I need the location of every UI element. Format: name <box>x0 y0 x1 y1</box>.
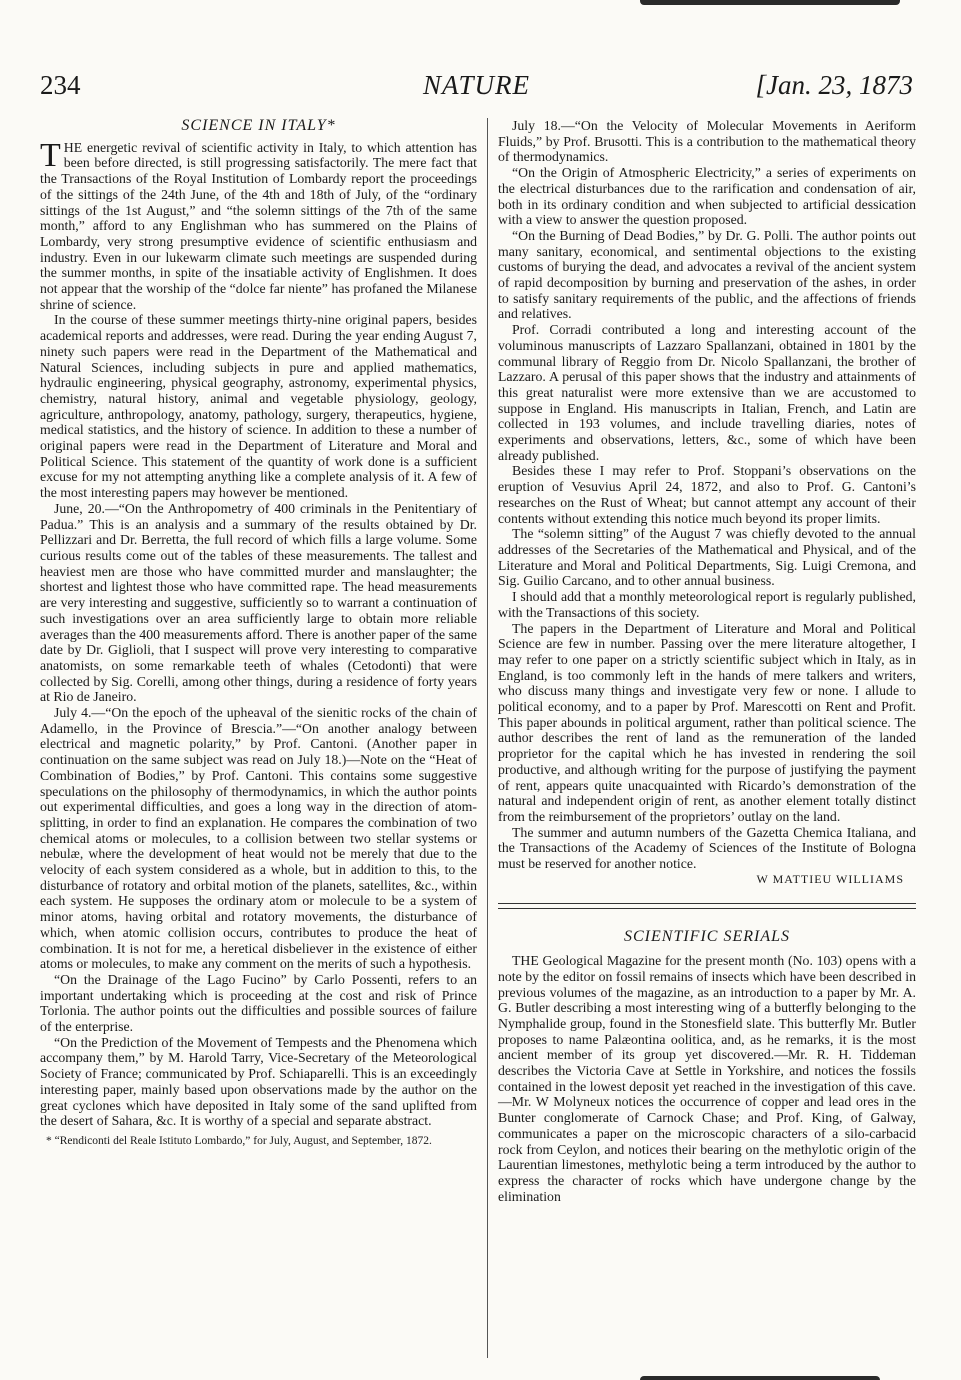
drop-cap: T <box>40 136 61 174</box>
article-paragraph: The papers in the Department of Literature and Moral and Political Science are few in number. Passing over the mere literature altogether, I may refer to one paper on a strictly scientific subject which in Italy, as in England, is too commonly left in the hands of mere talkers and writers, who discuss many things and investigate very few or none. I allude to political economy, and to a paper by Prof. Marescotti on Rent and Profit. This paper abounds in political argument, rather than political science. The author describes the rent of land as the remuneration of the landed proprietor for the capital which he has invested in rendering the soil productive, and although writing for the purpose of justifying the payment of rent, appears quite unacquainted with Ricardo’s demonstration of the natural and independent origin of rent, as another element totally distinct from the reimbursement of the proprietors’ outlay on the land. <box>498 620 916 824</box>
article-paragraph: Besides these I may refer to Prof. Stoppani’s observations on the eruption of Vesuvius April 24, 1872, and also to Prof. G. Cantoni’s researches on the Rust of Wheat; but cannot attempt any account of their contents without extending this notice much beyond its proper limits. <box>498 463 916 526</box>
left-column <box>40 118 477 1148</box>
right-column <box>498 118 916 1204</box>
journal-title: NATURE <box>423 70 530 100</box>
article-paragraph: June, 20.—“On the Anthropometry of 400 criminals in the Penitentiary of Padua.” This is an analysis and a summary of the results obtained by Dr. Pellizzari and Dr. Berretta, the full record of which fills a large volume. Some curious results come out of the tables of these measurements. The tallest and heaviest men are those who have committed murder and manslaughter; the shortest and lightest those who have committed rape. The head measurements are very interesting and suggestive, sufficiently so to warrant a continuation of such investigations over an area sufficiently large to obtain more reliable averages than the 400 measurements afford. There is another paper of the same date by Dr. Giglioli, that I suspect will prove very interesting to comparative anatomists, on some remarkable teeth of whales (Cetodonti) that were collected by Sig. Corelli, among other things, during a residence of forty years at Rio de Janeiro. <box>40 500 477 705</box>
article-paragraph: July 18.—“On the Velocity of Molecular Movements in Aeriform Fluids,” by Prof. Brusotti. This is a contribution to the mathematical theory of thermodynamics. <box>498 118 916 165</box>
article-paragraph: “On the Prediction of the Movement of Tempests and the Phenomena which accompany them,” by M. Harold Tarry, Vice-Secretary of the Meteorological Society of France; communicated by Prof. Schiaparelli. This is an exceedingly interesting paper, mainly based upon observations made by the author on the great cyclones which have deposited in Italy some of the sand uplifted from the desert of Sahara, &c. It is worthy of a special and separate abstract. <box>40 1034 477 1129</box>
author-signature: W MATTIEU WILLIAMS <box>756 871 904 886</box>
section-title: SCIENTIFIC SERIALS <box>624 928 790 946</box>
article-paragraph: I should add that a monthly meteorological report is regularly published, with the Transactions of this society. <box>498 589 916 620</box>
article-paragraph: The summer and autumn numbers of the Gazetta Chemica Italiana, and the Transactions of the Academy of Sciences of the Institute of Bologna must be reserved for another notice. <box>498 824 916 872</box>
article-paragraph: THE Geological Magazine for the present month (No. 103) opens with a note by the editor on fossil remains of insects which have been described in previous volumes of the magazine, as an introduction to a paper by Mr. A. G. Butler describing a most interesting wing of a butterfly belonging to the Nymphalide group, found in the Stonesfield slate. This butterfly Mr. Butler proposes to name Palæontina oolitica, and, as he remarks, it is the most ancient member of its group yet discovered.—Mr. R. H. Tiddeman describes the Victoria Cave at Settle in Yorkshire, and notices the fossils contained in the lowest deposit yet reached in the investigation of this cave.—Mr. W Molyneux notices the occurrence of copper and lead ores in the Bunter conglomerate of Carnock Chase; and Prof. King, of Galway, communicates a paper on the microscopic characters of a silo-carbacid rock from Ceylon, and notices their bearing on the methylotic origin of the Laurentian limestones, methylotic being a term introduced by the author to express the character of rocks which have undergone change by the elimination <box>498 953 916 1204</box>
article-paragraph: “On the Origin of Atmospheric Electricity,” a series of experiments on the electrical disturbances due to the rarification and condensation of air, both in its ordinary condition and when subjected to artificial dessication with a view to answer the question proposed. <box>498 165 916 228</box>
article-title: SCIENCE IN ITALY* <box>181 117 336 134</box>
article-paragraph: Prof. Corradi contributed a long and interesting account of the voluminous manuscripts of Lazzaro Spallanzani, obtained in 1801 by the communal library of Reggio from Dr. Nicolo Spallanzani, the brother of Lazzaro. A perusal of this paper shows that the industry and attainments of this great naturalist were more extensive than we are accustomed to suppose in England. His manuscripts in Italian, French, and Latin are collected in 193 volumes, and include travelling diaries, notes of experiments and observations, letters, &c., some of which have been already published. <box>498 322 916 463</box>
article-paragraph: The “solemn sitting” of the August 7 was chiefly devoted to the annual addresses of the Secretaries of the Mathematical and Physical, and of the Literature and Moral and Political Departments, Sig. Luigi Cremona, and Sig. Guilio Carcano, and to other annual business. <box>498 526 916 589</box>
article-paragraph: “On the Burning of Dead Bodies,” by Dr. G. Polli. The author points out many sanitary, economical, and sentimental objections to the existing customs of burying the dead, and advocates a revival of the ancient system of rapid decomposition by burning and preservation of the ashes, in order to satisfy sanitary requirements of the public, and the affections of friends and relatives. <box>498 227 916 322</box>
page-edge-mark-top <box>640 0 900 5</box>
article-paragraph: In the course of these summer meetings thirty-nine original papers, besides academical reports and addresses, were read. During the year ending August 7, ninety such papers were read in the Department of the Mathematical and Natural Sciences, including subjects in pure and applied mathematics, hydraulic engineering, physical geography, astronomy, experimental physics, chemistry, natural history, animal and vegetable physiology, geology, agriculture, anthropology, anatomy, pathology, surgery, therapeutics, hygiene, medical statistics, and the history of science. In addition to these a number of original papers were read in the Department of Literature and Moral and Political Science. This statement of the quantity of work done is a sufficient excuse for my not attempting anything like a complete analysis of it. A few of the most interesting papers may however be mentioned. <box>40 312 477 501</box>
article-paragraph: “On the Drainage of the Lago Fucino” by Carlo Possenti, refers to an important undertaking which is proceeding at the cost and risk of Prince Torlonia. The author points out the difficulties and possible sources of failure of the enterprise. <box>40 971 477 1035</box>
page-edge-mark-bottom <box>640 1376 880 1380</box>
page-number: 234 <box>40 70 81 100</box>
page-header <box>40 70 913 106</box>
issue-date: [Jan. 23, 1873 <box>755 70 913 100</box>
column-divider <box>487 118 488 1358</box>
article-paragraph: THE energetic revival of scientific activity in Italy, to which attention has been before directed, is still progressing satisfactorily. The mere fact that the Transactions of the Royal Institution of Lombardy report the proceedings of the sittings of the 24th June, of the 4th and 18th of July, of the “ordinary sittings of the 1st August,” and “the solemn sittings of the 7th of the same month,” afford to any Englishman who has summered on the Plains of Lombardy, very strong presumptive evidence of scientific enthusiasm and industry. Even in our lukewarm climate such meetings are suspended during the summer months, in spite of the insatiable activity of Englishmen. It does not appear that the worship of the “dolce far niente” has profaned the Milanese shrine of science. <box>40 136 477 312</box>
section-divider <box>498 903 916 909</box>
article-paragraph: July 4.—“On the epoch of the upheaval of the sienitic rocks of the chain of Adamello, in the Province of Brescia.”—“On another analogy between electrical and magnetic polarity,” by Prof. Cantoni. (Another paper in continuation on the same subject was read on July 18.)—Note on the “Heat of Combination of Bodies,” by Prof. Cantoni. This contains some suggestive speculations on the philosophy of thermodynamics, in which the author points out experimental difficulties, and goes a long way in the direction of atom-splitting, in order to find an explanation. He compares the combination of two chemical atoms or molecules, to a collision between two stellar systems or nebulæ, where the development of heat would not be merely that due to the velocity of each system considered as a whole, but in addition to this, to the disturbance of rotatory and orbital motion of the planets, satellites, &c., within each system. He supposes the ordinary atom or molecule to be a system of minor atoms, having orbital and rotatory movements, the disturbance of which, when atomic collision occurs, contributes to produce the heat of combination. It is not for me, a heretical disbeliever in the existence of either atoms or molecules, to make any comment on the merits of such a hypothesis. <box>40 705 477 972</box>
footnote: * “Rendiconti del Reale Istituto Lombardo,” for July, August, and September, 1872. <box>46 1135 432 1147</box>
